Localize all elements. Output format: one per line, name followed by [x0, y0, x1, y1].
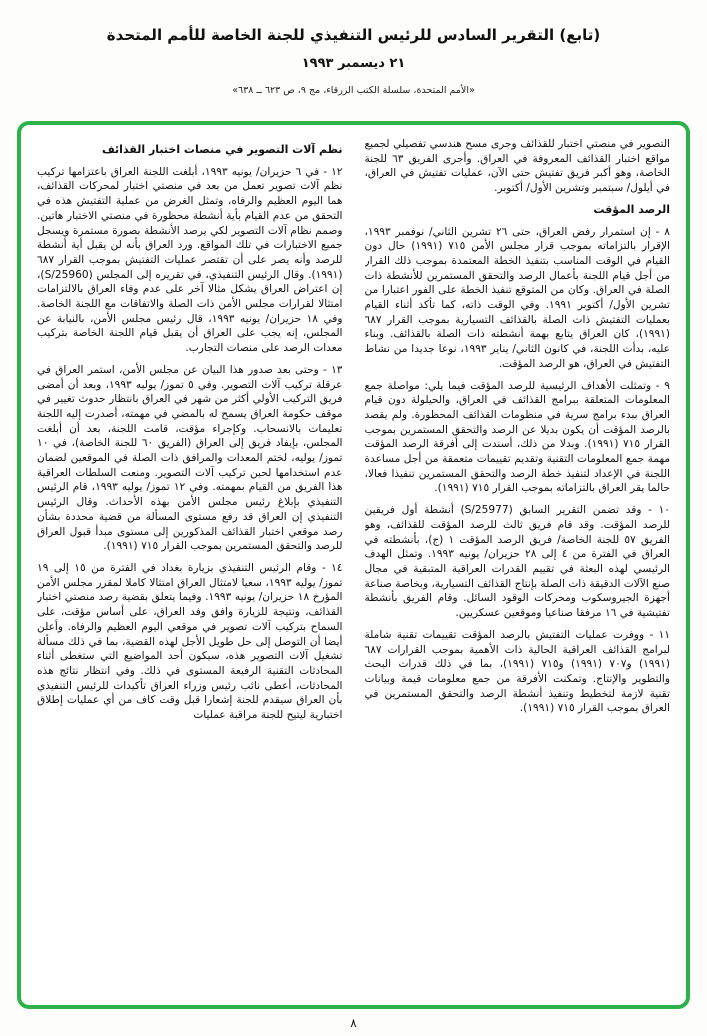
- content-frame: [17, 121, 690, 1009]
- paragraph-8: ٨ - إن استمرار رفض العراق، حتى ٢٦ تشرين الثاني/ نوفمبر ١٩٩٣، الإقرار بالتزاماته بموجب قرار مجلس الأمن ٧١٥ (١٩٩١) حال دون القيام في الوقت المناسب بتنفيذ الخطة المعتمدة بموجب ذلك القرار من أجل قيام اللجنة بأعمال الرصد والتحقق المستمرين للأنشطة ذات الصلة في العراق. وكان من المتوقع تنفيذ الخطة على الفور اعتبارا من تشرين الأول/ أكتوبر ١٩٩١. وفي الوقت ذاته، كما تأكد أثناء القيام بعمليات التفتيش ذات الصلة بالقذائف التسيارية بموجب القرار ٦٨٧ (١٩٩١)، كان العراق يتابع بهمة أنشطته ذات الصلة بالقذائف. وبناء عليه، بدأت اللجنة، في كانون الثاني/ يناير ١٩٩٣، نوعا جديدا من نشاط التفتيش في العراق، هو الرصد المؤقت.: [364, 225, 670, 370]
- paragraph-13: ١٣ - وحتى بعد صدور هذا البيان عن مجلس الأمن، استمر العراق في عرقلة تركيب آلات التصوير. وفي ٥ تموز/ يوليه ١٩٩٣، وبعد أن أمضى فريق التركيب الأولي أكثر من شهر في العراق بانتظار حدوث تغيير في موقف حكومة العراق يسمح له بالمضي في مهمته، أصدرت إليه اللجنة تعليمات بالانسحاب. وكإجراء مؤقت، قامت اللجنة، بعد أن أبلغت المجلس، بإيفاد فريق إلى العراق (الفريق ٦٠ للجنة الخاصة)، في ١٠ تموز/ يوليه، لختم المعدات والمرافق ذات الصلة في الموقعين لضمان عدم استخدامها لحين تركيب آلات التصوير. ومنعت السلطات العراقية هذا الفريق من القيام بمهمته. وفي ١٢ تموز/ يوليه ١٩٩٣، قام الرئيس التنفيذي بإبلاغ رئيس مجلس الأمن بهذه الأحداث. وقال الرئيس التنفيذي إن العراق قد رفع مستوى المسألة من قضية محددة بشأن رصد موقعي اختبار القذائف المذكورين إلى مستوى مبدأ قبول العراق للرصد والتحقق المستمرين بموجب القرار ٧١٥ (١٩٩١).: [37, 363, 343, 553]
- section-heading-interim-monitoring: الرصد المؤقت: [593, 202, 670, 216]
- paragraph-11: ١١ - ووفرت عمليات التفتيش بالرصد المؤقت تقييمات تقنية شاملة لبرامج القذائف العراقية الحالية ذات الأهمية بموجب القرارات ٦٨٧ (١٩٩١) و٧٠٧ (١٩٩١) و٧١٥ (١٩٩١)، بما في ذلك قدرات البحث والتطوير والإنتاج. وتمكنت الأفرقة من جمع معلومات قيمة وبيانات تقنية لازمة لتخطيط وتنفيذ أنشطة الرصد والتحقق المستمرين في العراق بموجب القرار ٧١٥ (١٩٩١).: [364, 628, 670, 715]
- two-column-layout: [37, 137, 670, 995]
- column-right: [365, 137, 671, 995]
- page-header: [0, 0, 707, 96]
- document-date: ٢١ ديسمبر ١٩٩٣: [301, 56, 406, 71]
- paragraph-10: ١٠ - وقد تضمن التقرير السابق (S/25977) أنشطة أول فريقين للرصد المؤقت. وقد قام فريق ثالث للرصد المؤقت للقذائف، وهو الفريق ٥٧ للجنة الخاصة/ فريق الرصد المؤقت ١ (ج)، بأنشطته في العراق في الفترة من ٤ إلى ٢٨ حزيران/ يونيه ١٩٩٣. وتمثل الهدف الرئيسي لهذه البعثة في تقييم القدرات العراقية المتبقية في مجال صنع الآلات الدقيقة ذات الصلة بإنتاج القذائف التسيارية، وبخاصة صناعة أجهزة الجيروسكوب ومحركات الوقود السائل. وقام الفريق بأنشطة تفتيشية في ١٦ مرفقا صناعيا وموقعين عسكريين.: [364, 504, 670, 620]
- paragraph-9: ٩ - وتمثلت الأهداف الرئيسية للرصد المؤقت فيما يلي: مواصلة جمع المعلومات المتعلقة ببرامج القذائف في العراق، والحيلولة دون قيام العراق ببدء برامج سرية في منظومات القذائف المحظورة. ولم يقصد بالرصد المؤقت أن يكون بديلا عن الرصد والتحقق المستمرين بموجب القرار ٧١٥ (١٩٩١). وبدلا من ذلك، أسندت إلى أفرقة الرصد المؤقت مهمة جمع المعلومات التقنية وتقديم تقييمات متعمقة من أجل مساعدة اللجنة في الإعداد لتنفيذ خطة الرصد والتحقق المستمرين تنفيذا فعالا، حالما يقر العراق بالتزاماته بموجب القرار ٧١٥ (١٩٩١).: [364, 379, 670, 495]
- source-citation: «الأمم المتحدة، سلسلة الكتب الزرقاء، مج ٩، ص ٦٢٣ ــ ٦٣٨»: [232, 85, 475, 96]
- page-number: ٨: [350, 1016, 357, 1030]
- continuation-paragraph: التصوير في منصتي اختبار للقذائف وجرى مسح هندسي تفصيلي لجميع مواقع اختبار القذائف المعروفة في العراق. وأجرى الفريق ٦٣ للجنة الخاصة، وهو أكبر فريق تفتيش حتى الآن، عمليات تفتيش في العراق، في أيلول/ سبتمبر وتشرين الأول/ أكتوبر.: [364, 138, 670, 195]
- section-heading-camera-systems: نظم آلات التصوير في منصات اختبار القذائف: [101, 143, 343, 156]
- column-left: [37, 137, 343, 995]
- paragraph-14: ١٤ - وقام الرئيس التنفيذي بزيارة بغداد في الفترة من ١٥ إلى ١٩ تموز/ يوليه ١٩٩٣، سعيا لامتثال العراق امتثالا كاملا لمقرر مجلس الأمن المؤرخ ١٨ حزيران/ يونيه ١٩٩٣. وفيما يتعلق بقضية رصد منصتي اختبار القذائف، ونتيجة للزيارة وافق وفد العراق، على أساس مؤقت، على السماح بتركيب آلات تصوير في موقعي اليوم العظيم والرفاه. وأعلن أيضا أن التوصل إلى حل طويل الأجل لهذه القضية، بما في ذلك مسألة تشغيل آلات التصوير هذه، سيكون أحد المواضيع التي ستغطى أثناء المحادثات التقنية الرفيعة المستوى في ذلك. وفي انتظار نتائج هذه المحادثات، أعطى نائب رئيس وزراء العراق تأكيدات للرئيس التنفيذي بأن العراق سيقدم للجنة إشعارا قبل وقت كاف من أي عمليات إطلاق اختبارية ليتيح للجنة مراقبة عمليات: [37, 561, 343, 722]
- paragraph-12: ١٢ - في ٦ حزيران/ يونيه ١٩٩٣، أبلغت اللجنة العراق باعتزامها تركيب نظم آلات تصوير تعمل من بعد في منصتي اختبار لمحركات القذائف، هما اليوم العظيم والرفاه، وتمثل الغرض من عملية التفتيش هذه في التحقق من عدم القيام بأية أنشطة محظورة في منصتي الاختبار هاتين. وصمم نظام آلات التصوير لكي يرصد الأنشطة بصورة مستمرة ويسجل جميع الاختبارات في تلك المواقع. ورد العراق بأنه لن يقبل أية أنشطة للرصد وأنه يصر على أن تقتصر عمليات التفتيش بموجب القرار ٦٨٧ (١٩٩١). وقال الرئيس التنفيذي، في تقريره إلى المجلس (S/25960)، إن اعتراض العراق يشكل مثالا آخر على عدم وفاء العراق بالالتزامات امتثالا لقرارات مجلس الأمن ذات الصلة والاتفاقات مع اللجنة الخاصة. وفي ١٨ حزيران/ يونيه ١٩٩٣، قال رئيس مجلس الأمن، بالنيابة عن المجلس، إنه يجب على العراق أن يقبل قيام اللجنة الخاصة بتركيب معدات الرصد على منصات التجارب.: [37, 165, 343, 355]
- document-title: (تابع) التقرير السادس للرئيس التنفيذي للجنة الخاصة للأمم المتحدة: [106, 26, 601, 44]
